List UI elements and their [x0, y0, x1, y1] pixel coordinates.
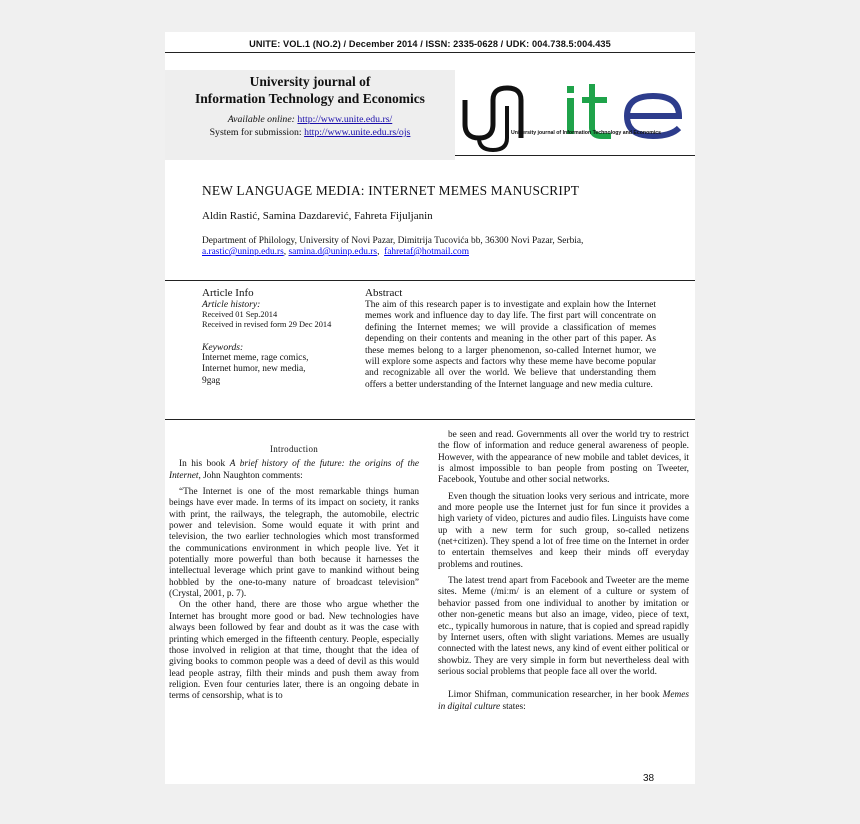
revised-date: Received in revised form 29 Dec 2014: [202, 320, 332, 329]
p1-lead: In his book: [179, 459, 230, 470]
article-authors: Aldin Rastić, Samina Dazdarević, Fahreta Fijuljanin: [202, 210, 433, 222]
submission-label: System for submission:: [209, 127, 305, 138]
email-link-1[interactable]: a.rastic@uninp.edu.rs: [202, 247, 284, 257]
department-line: Department of Philology, University of Novi Pazar, Dimitrija Tucovića bb, 36300 Novi Pazar, Serbia,: [202, 236, 584, 246]
article-info-heading: Article Info: [202, 287, 254, 299]
p1-tail: , John Naughton comments:: [198, 470, 303, 481]
unite-logo: [457, 66, 693, 156]
keyword-line: Internet humor, new media,: [202, 364, 306, 375]
info-top-rule: [165, 280, 695, 281]
journal-title-line2: Information Technology and Economics: [195, 91, 425, 106]
email-link-3[interactable]: fahretaf@hotmail.com: [384, 247, 469, 257]
body-paragraph: Even though the situation looks very serious and intricate, more and more people use the Internet just for fun since it provides a high variety of video, pictures and audio files. Linguists have come up with a new term for such group, so-called netizens (net+citizen). They spend a lot of free time on the Internet in order to entertain themselves and keep their minds off everyday problems and routines.: [438, 491, 689, 570]
email-line: a.rastic@uninp.edu.rs, samina.d@uninp.edu.rs, fahretaf@hotmail.com: [202, 247, 469, 257]
logo-t-stroke: [582, 84, 611, 136]
p4-tail: states:: [500, 701, 526, 712]
logo-i-dot: [567, 86, 574, 93]
journal-links: [165, 113, 455, 139]
abstract-text: The aim of this research paper is to investigate and explain how the Internet memes work and influence day to day life. The first part will concentrate on defining the Internet memes; we will provide a classification of memes depending on their contents and meaning in the other part of this paper. As these memes belong to a larger phenomenon, so-called Internet humor, we will explore some aspects and factors why these meme have become popular and recognizable all over the world. We believe that understanding them offers a better understanding of the Internet language and new media culture.: [365, 300, 656, 390]
article-title: NEW LANGUAGE MEDIA: INTERNET MEMES MANUSCRIPT: [202, 183, 580, 198]
article-info: [202, 287, 331, 387]
introduction-heading: Introduction: [269, 444, 319, 454]
submission-line: [165, 126, 455, 139]
keyword-line: Internet meme, rage comics,: [202, 353, 309, 363]
body-right-column: [438, 430, 689, 713]
received-date: Received 01 Sep.2014: [202, 310, 278, 319]
naughton-quote: “The Internet is one of the most remarkable things human beings have ever made. In terms of its impact on society, it ranks with print, the railways, the telegraph, the automobile, electric power and television. Some would equate it with print and television, the two earlier technologies which most transformed the communications environment in which people live. Yet it potentially more powerful than both because it harnesses the intellectual leverage which print gave to mankind without being hobbled by the one-to-many nature of broadcast television” (Crystal, 2001, p. 7).: [169, 487, 419, 600]
journal-title-line1: University journal of: [249, 74, 371, 89]
body-paragraph: [169, 459, 419, 482]
keywords-label: Keywords:: [202, 342, 244, 353]
body-paragraph: The latest trend apart from Facebook and Tweeter are the meme sites. Meme (/miːm/ is an element of a culture or system of behavior passed from one individual to another by imitation or other non-genetic means but also an image, video, piece of text, etc., typically humorous in nature, that is copied and spread rapidly by Internet users, often with slight variations. Memes are usually connected with the latest news, any kind of event either political or showbiz. They are very simple in form but nevertheless deal with serious social problems that people face all over the world.: [438, 576, 689, 677]
author-affiliation: [202, 236, 682, 258]
issue-line: UNITE: VOL.1 (NO.2) / December 2014 / ISSN: 2335-0628 / UDK: 004.738.5:004.435: [249, 39, 611, 49]
abstract-heading: Abstract: [365, 287, 403, 299]
body-paragraph: be seen and read. Governments all over the world try to restrict the flow of information and reduce general awareness of people. However, with the appearance of new mobile and tablet devices, it is almost impossible to ban people from posting on Tweeter, Facebook, Youtube and other social networks.: [438, 430, 689, 486]
top-rule: [165, 52, 695, 53]
book-title: Memes in digital culture: [438, 690, 689, 712]
body-left-column: [169, 444, 419, 703]
body-paragraph: On the other hand, there are those who argue whether the Internet has brought more good or bad. New technologies have always been followed by fear and doubt as it was the case with printing which emerged in the fifteenth century. People, especially those involved in religion at that time, thought that the idea of giving books to common people was a deed of devil as this would lead people astray, filth their minds and push them away from religion. Even four centuries later, there is an ongoing debate in terms of censorship, what is to: [169, 600, 419, 702]
history-label: Article history:: [202, 299, 261, 310]
logo-caption: University journal of Information Technology and Economics: [511, 130, 662, 136]
keyword-line: 9gag: [202, 375, 221, 386]
info-bottom-rule: [165, 419, 695, 420]
paper-page: [165, 32, 695, 784]
logo-u-stroke: [465, 100, 493, 138]
book-title: A brief history of the future: the origins of the Internet: [169, 459, 419, 481]
body-paragraph: [438, 690, 689, 713]
available-label: Available online:: [227, 114, 298, 125]
available-online: [165, 113, 455, 126]
logo-i-stem: [567, 98, 574, 134]
page-number: 38: [643, 773, 655, 784]
available-url-link[interactable]: http://www.unite.edu.rs/: [297, 114, 393, 125]
p4-lead: Limor Shifman, communication researcher, in her book: [448, 690, 663, 701]
email-link-2[interactable]: samina.d@uninp.edu.rs: [288, 247, 378, 257]
journal-title: [165, 73, 455, 107]
submission-url-link[interactable]: http://www.unite.edu.rs/ojs: [304, 127, 411, 138]
keywords-list: [202, 353, 331, 387]
